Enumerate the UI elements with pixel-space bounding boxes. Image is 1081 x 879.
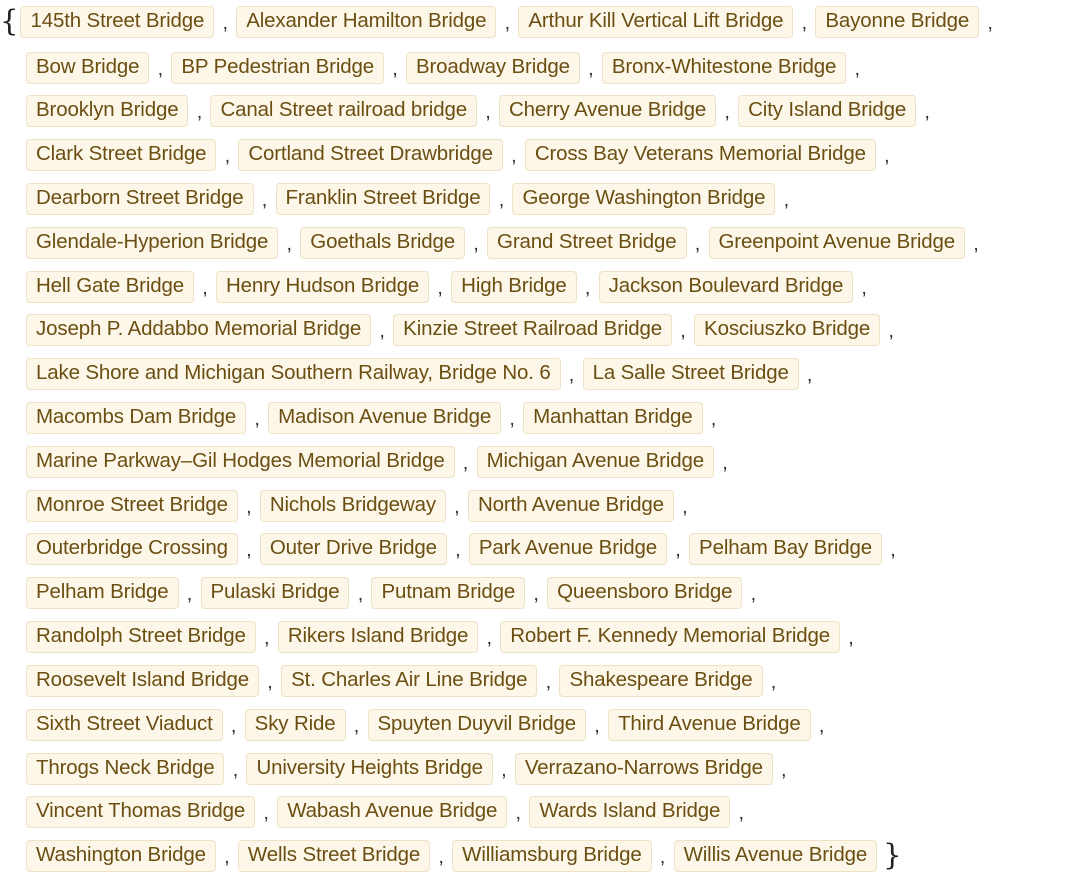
comma-separator: ,: [890, 538, 896, 561]
entity-chip[interactable]: Bronx-Whitestone Bridge: [602, 52, 846, 84]
comma-separator: ,: [455, 538, 461, 561]
comma-separator: ,: [888, 319, 894, 342]
entity-chip[interactable]: High Bridge: [451, 271, 576, 303]
entity-chip[interactable]: Clark Street Bridge: [26, 139, 216, 171]
comma-separator: ,: [594, 714, 600, 737]
entity-chip[interactable]: Pulaski Bridge: [201, 577, 350, 609]
comma-separator: ,: [254, 407, 260, 430]
comma-separator: ,: [818, 714, 825, 737]
entity-chip[interactable]: Nichols Bridgeway: [260, 490, 446, 522]
list-row: [26, 484, 696, 528]
list-row: [26, 396, 725, 440]
entity-chip[interactable]: Michigan Avenue Bridge: [477, 446, 714, 478]
comma-separator: ,: [230, 714, 237, 737]
list-row: [26, 703, 833, 747]
entity-chip[interactable]: Kinzie Street Railroad Bridge: [393, 314, 672, 346]
comma-separator: ,: [588, 57, 594, 80]
close-brace: }: [883, 837, 902, 872]
comma-separator: ,: [861, 276, 867, 299]
entity-chip[interactable]: Macombs Dam Bridge: [26, 402, 246, 434]
comma-separator: ,: [659, 845, 666, 868]
entity-chip[interactable]: Shakespeare Bridge: [559, 665, 762, 697]
list-row: [26, 46, 868, 90]
comma-separator: ,: [498, 188, 505, 211]
entity-chip[interactable]: Wards Island Bridge: [529, 796, 730, 828]
entity-chip[interactable]: Wells Street Bridge: [238, 840, 430, 872]
entity-chip[interactable]: Randolph Street Bridge: [26, 621, 256, 653]
comma-separator: ,: [738, 801, 745, 824]
comma-separator: ,: [246, 538, 252, 561]
entity-chip[interactable]: Canal Street railroad bridge: [210, 95, 477, 127]
comma-separator: ,: [568, 363, 575, 386]
list-row: [26, 89, 938, 133]
entity-chip[interactable]: La Salle Street Bridge: [583, 358, 799, 390]
comma-separator: ,: [682, 495, 688, 518]
comma-separator: ,: [509, 407, 515, 430]
entity-chip[interactable]: Cortland Street Drawbridge: [238, 139, 503, 171]
comma-separator: ,: [486, 626, 493, 649]
comma-separator: ,: [770, 670, 777, 693]
comma-separator: ,: [224, 144, 231, 167]
entity-chip[interactable]: Glendale-Hyperion Bridge: [26, 227, 278, 259]
entity-chip[interactable]: Monroe Street Bridge: [26, 490, 238, 522]
entity-chip[interactable]: Cross Bay Veterans Memorial Bridge: [525, 139, 876, 171]
entity-chip[interactable]: Outer Drive Bridge: [260, 533, 447, 565]
list-row: [26, 527, 904, 571]
comma-separator: ,: [848, 626, 854, 649]
entity-chip[interactable]: Kosciuszko Bridge: [694, 314, 880, 346]
open-brace: {: [0, 3, 19, 38]
entity-chip[interactable]: Sky Ride: [245, 709, 346, 741]
comma-separator: ,: [392, 57, 398, 80]
comma-separator: ,: [267, 670, 273, 693]
entity-chip[interactable]: Alexander Hamilton Bridge: [236, 6, 496, 38]
comma-separator: ,: [222, 11, 229, 34]
comma-separator: ,: [473, 232, 479, 255]
comma-separator: ,: [264, 626, 270, 649]
entity-chip[interactable]: Joseph P. Addabbo Memorial Bridge: [26, 314, 371, 346]
entity-chip[interactable]: 145th Street Bridge: [20, 6, 214, 38]
comma-separator: ,: [987, 11, 993, 34]
list-row: [26, 440, 736, 484]
list-row: [26, 221, 987, 265]
entity-chip[interactable]: Bayonne Bridge: [815, 6, 979, 38]
entity-chip[interactable]: Broadway Bridge: [406, 52, 580, 84]
comma-separator: ,: [353, 714, 360, 737]
comma-separator: ,: [157, 57, 164, 80]
entity-chip[interactable]: BP Pedestrian Bridge: [171, 52, 384, 84]
entity-chip[interactable]: Putnam Bridge: [371, 577, 525, 609]
comma-separator: ,: [854, 57, 861, 80]
comma-separator: ,: [186, 582, 193, 605]
comma-separator: ,: [232, 758, 239, 781]
list-row: [0, 0, 1001, 44]
comma-separator: ,: [202, 276, 208, 299]
comma-separator: ,: [357, 582, 364, 605]
list-row: [26, 747, 795, 791]
entity-chip[interactable]: Sixth Street Viaduct: [26, 709, 223, 741]
entity-chip[interactable]: Wabash Avenue Bridge: [277, 796, 507, 828]
comma-separator: ,: [437, 276, 443, 299]
entity-chip[interactable]: Pelham Bridge: [26, 577, 179, 609]
comma-separator: ,: [501, 758, 507, 781]
list-row: [26, 133, 898, 177]
entity-chip[interactable]: Washington Bridge: [26, 840, 216, 872]
comma-separator: ,: [263, 801, 269, 824]
entity-chip[interactable]: George Washington Bridge: [512, 183, 775, 215]
entity-chip[interactable]: Marine Parkway–Gil Hodges Memorial Bridge: [26, 446, 455, 478]
comma-separator: ,: [261, 188, 268, 211]
list-row: [26, 615, 862, 659]
entity-chip[interactable]: Rikers Island Bridge: [278, 621, 478, 653]
entity-chip[interactable]: Grand Street Bridge: [487, 227, 686, 259]
entity-chip[interactable]: Bow Bridge: [26, 52, 149, 84]
comma-separator: ,: [801, 11, 808, 34]
comma-separator: ,: [806, 363, 813, 386]
entity-chip[interactable]: Vincent Thomas Bridge: [26, 796, 255, 828]
list-row: [26, 790, 752, 834]
comma-separator: ,: [379, 319, 385, 342]
comma-separator: ,: [438, 845, 444, 868]
list-row: [26, 308, 902, 352]
entity-chip[interactable]: North Avenue Bridge: [468, 490, 674, 522]
comma-separator: ,: [924, 100, 930, 123]
comma-separator: ,: [724, 100, 730, 123]
comma-separator: ,: [680, 319, 686, 342]
comma-separator: ,: [196, 100, 203, 123]
entity-chip[interactable]: Henry Hudson Bridge: [216, 271, 429, 303]
comma-separator: ,: [694, 232, 701, 255]
entity-chip[interactable]: Franklin Street Bridge: [276, 183, 491, 215]
list-row: [26, 352, 821, 396]
comma-separator: ,: [485, 100, 491, 123]
comma-separator: ,: [722, 451, 728, 474]
entity-chip[interactable]: University Heights Bridge: [246, 753, 492, 785]
comma-separator: ,: [224, 845, 230, 868]
entity-chip[interactable]: Madison Avenue Bridge: [268, 402, 501, 434]
entity-chip[interactable]: Robert F. Kennedy Memorial Bridge: [500, 621, 840, 653]
entity-chip[interactable]: Williamsburg Bridge: [452, 840, 651, 872]
entity-chip[interactable]: Roosevelt Island Bridge: [26, 665, 259, 697]
comma-separator: ,: [783, 188, 790, 211]
entity-chip[interactable]: Cherry Avenue Bridge: [499, 95, 716, 127]
comma-separator: ,: [286, 232, 293, 255]
entity-chip[interactable]: Verrazano-Narrows Bridge: [515, 753, 773, 785]
entity-chip[interactable]: Jackson Boulevard Bridge: [599, 271, 854, 303]
comma-separator: ,: [781, 758, 787, 781]
comma-separator: ,: [750, 582, 757, 605]
entity-chip[interactable]: Willis Avenue Bridge: [674, 840, 878, 872]
entity-chip[interactable]: City Island Bridge: [738, 95, 916, 127]
entity-chip[interactable]: Greenpoint Avenue Bridge: [709, 227, 966, 259]
entity-chip[interactable]: Pelham Bay Bridge: [689, 533, 882, 565]
list-row: [26, 265, 875, 309]
comma-separator: ,: [504, 11, 511, 34]
entity-chip[interactable]: Lake Shore and Michigan Southern Railway, Bridge No. 6: [26, 358, 561, 390]
entity-chip[interactable]: Third Avenue Bridge: [608, 709, 811, 741]
entity-chip[interactable]: Throgs Neck Bridge: [26, 753, 224, 785]
comma-separator: ,: [973, 232, 979, 255]
comma-separator: ,: [533, 582, 539, 605]
entity-chip[interactable]: Dearborn Street Bridge: [26, 183, 254, 215]
entity-chip[interactable]: Brooklyn Bridge: [26, 95, 188, 127]
entity-chip[interactable]: Arthur Kill Vertical Lift Bridge: [518, 6, 793, 38]
entity-chip[interactable]: Park Avenue Bridge: [469, 533, 667, 565]
comma-separator: ,: [545, 670, 552, 693]
list-row: [26, 834, 902, 878]
list-row: [26, 659, 785, 703]
comma-separator: ,: [515, 801, 522, 824]
comma-separator: ,: [454, 495, 460, 518]
list-row: [26, 177, 797, 221]
entity-chip[interactable]: Spuyten Duyvil Bridge: [368, 709, 587, 741]
comma-separator: ,: [675, 538, 681, 561]
entity-chip[interactable]: Manhattan Bridge: [523, 402, 702, 434]
entity-chip[interactable]: Outerbridge Crossing: [26, 533, 238, 565]
comma-separator: ,: [584, 276, 591, 299]
comma-separator: ,: [462, 451, 469, 474]
comma-separator: ,: [710, 407, 717, 430]
comma-separator: ,: [884, 144, 890, 167]
entity-chip[interactable]: Goethals Bridge: [300, 227, 465, 259]
entity-chip[interactable]: St. Charles Air Line Bridge: [281, 665, 537, 697]
entity-chip[interactable]: Hell Gate Bridge: [26, 271, 194, 303]
comma-separator: ,: [246, 495, 252, 518]
entity-chip[interactable]: Queensboro Bridge: [547, 577, 742, 609]
list-row: [26, 571, 764, 615]
comma-separator: ,: [511, 144, 517, 167]
